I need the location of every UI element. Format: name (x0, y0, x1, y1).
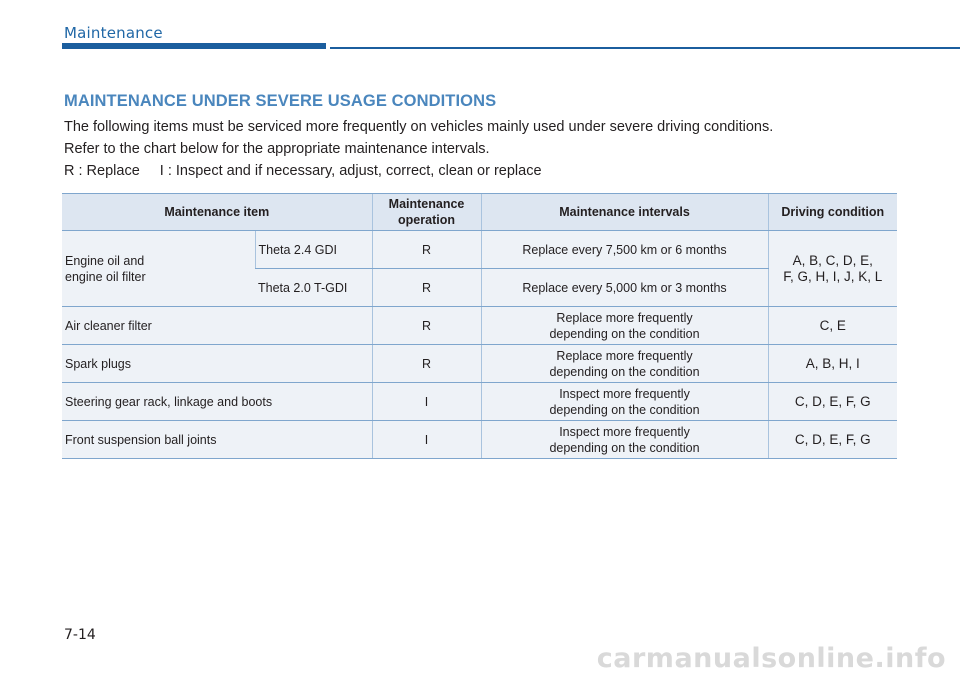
page-title: MAINTENANCE UNDER SEVERE USAGE CONDITIONS (64, 92, 497, 110)
header-driving-condition: Driving condition (768, 194, 897, 231)
interval-line-1: Inspect more frequently (559, 424, 690, 439)
header-operation-line-2: operation (398, 213, 455, 227)
engine-variant-cell: Theta 2.4 GDI (255, 231, 372, 269)
operation-cell: R (372, 231, 481, 269)
header-operation-line-1: Maintenance (388, 197, 465, 211)
table-row (62, 231, 897, 269)
header-rule-thin (330, 47, 960, 49)
header-maintenance-item: Maintenance item (62, 194, 372, 231)
item-cell: Front suspension ball joints (62, 421, 372, 459)
table-row (62, 421, 897, 459)
engine-oil-condition-line-2: F, G, H, I, J, K, L (783, 268, 883, 284)
condition-cell: C, D, E, F, G (768, 383, 897, 421)
engine-oil-item-cell (62, 231, 255, 307)
interval-line-1: Inspect more frequently (559, 386, 690, 401)
operation-cell: R (372, 269, 481, 307)
interval-line-1: Replace more frequently (556, 348, 693, 363)
interval-cell: Replace every 5,000 km or 3 months (481, 269, 768, 307)
interval-line-2: depending on the condition (549, 402, 700, 417)
interval-cell (481, 307, 768, 345)
condition-cell: C, E (768, 307, 897, 345)
section-label: Maintenance (64, 24, 163, 42)
maintenance-table (62, 193, 897, 459)
interval-cell (481, 383, 768, 421)
operation-cell: I (372, 421, 481, 459)
operation-cell: R (372, 345, 481, 383)
legend-replace: R : Replace (64, 163, 140, 179)
engine-variant-cell: Theta 2.0 T-GDI (255, 269, 372, 307)
interval-line-2: depending on the condition (549, 440, 700, 455)
interval-cell: Replace every 7,500 km or 6 months (481, 231, 768, 269)
table-row (62, 307, 897, 345)
table-row (62, 345, 897, 383)
engine-oil-condition-line-1: A, B, C, D, E, (792, 252, 873, 268)
engine-oil-item-line-1: Engine oil and (65, 253, 145, 268)
interval-cell (481, 345, 768, 383)
item-cell: Spark plugs (62, 345, 372, 383)
item-cell: Steering gear rack, linkage and boots (62, 383, 372, 421)
watermark: carmanualsonline.info (596, 643, 946, 674)
engine-oil-condition-cell (768, 231, 897, 307)
operation-cell: R (372, 307, 481, 345)
condition-cell: A, B, H, I (768, 345, 897, 383)
legend-inspect: I : Inspect and if necessary, adjust, correct, clean or replace (159, 163, 542, 179)
interval-line-2: depending on the condition (549, 326, 700, 341)
intro-line-2: Refer to the chart below for the appropriate maintenance intervals. (64, 141, 490, 157)
table-row (62, 383, 897, 421)
interval-line-2: depending on the condition (549, 364, 700, 379)
legend-line (64, 163, 542, 179)
operation-cell: I (372, 383, 481, 421)
header-rule-thick (62, 43, 326, 49)
header-maintenance-operation (372, 194, 481, 231)
interval-cell (481, 421, 768, 459)
item-cell: Air cleaner filter (62, 307, 372, 345)
intro-line-1: The following items must be serviced more frequently on vehicles mainly used under severe driving conditions. (64, 119, 774, 135)
table-header-row (62, 194, 897, 231)
page-number: 7-14 (64, 627, 96, 643)
interval-line-1: Replace more frequently (556, 310, 693, 325)
engine-oil-item-line-2: engine oil filter (65, 269, 146, 284)
condition-cell: C, D, E, F, G (768, 421, 897, 459)
header-maintenance-intervals: Maintenance intervals (481, 194, 768, 231)
